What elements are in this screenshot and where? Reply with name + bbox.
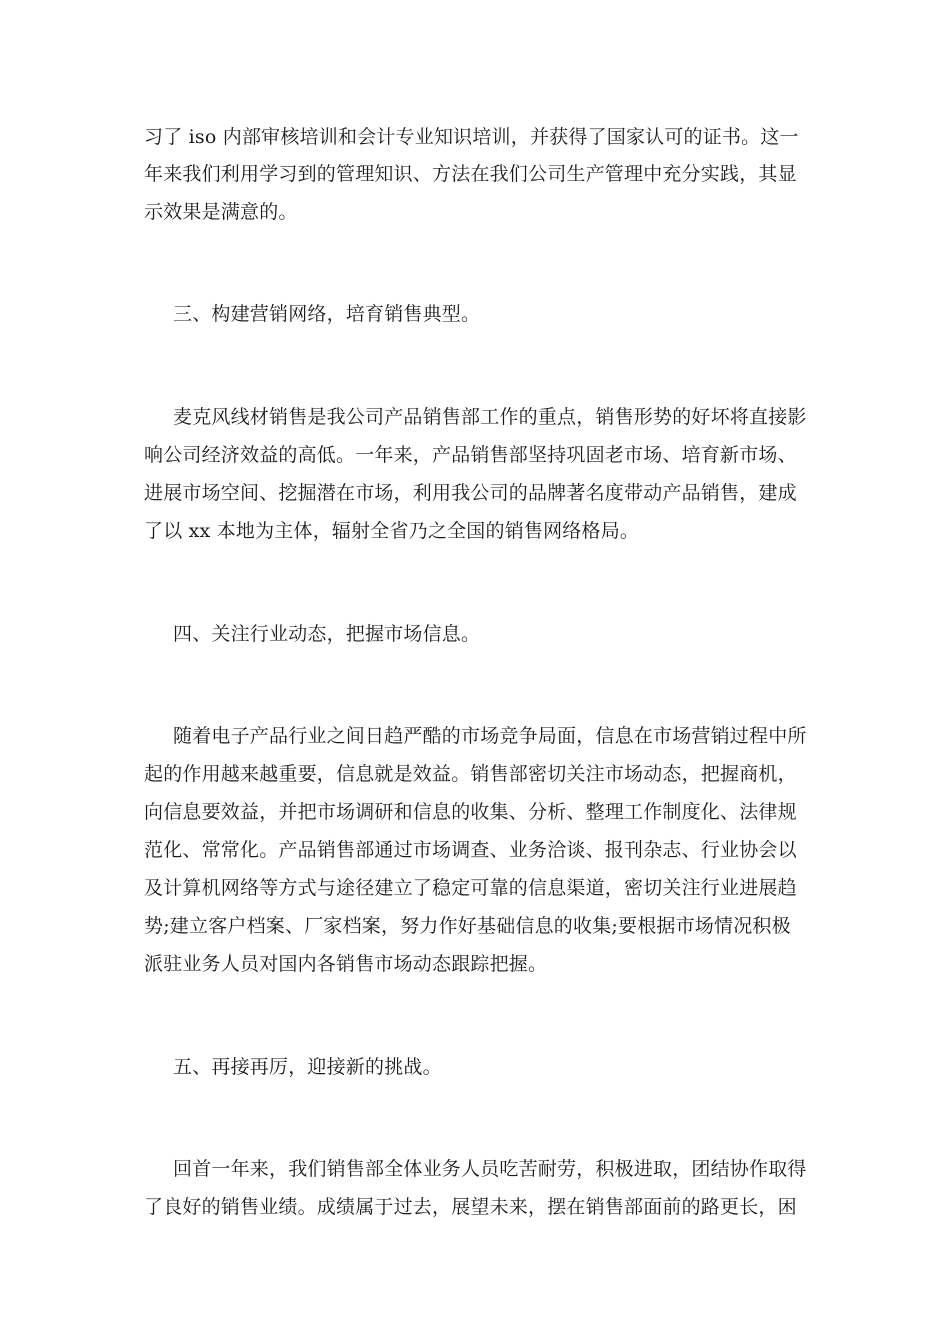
text-line: 了以 xx 本地为主体，辐射全省乃之全国的销售网络格局。 — [144, 520, 640, 542]
text-line: 示效果是满意的。 — [144, 201, 298, 223]
text-line: 及计算机网络等方式与途径建立了稳定可靠的信息渠道，密切关注行业进展趋 — [144, 877, 797, 899]
section-heading-3: 三、构建营销网络，培育销售典型。 — [173, 303, 481, 325]
text-line: 回首一年来，我们销售部全体业务人员吃苦耐劳，积极进取，团结协作取得 — [173, 1158, 807, 1180]
text-line: 进展市场空间、挖掘潜在市场，利用我公司的品牌著名度带动产品销售，建成 — [144, 482, 797, 504]
text-line: 随着电子产品行业之间日趋严酷的市场竞争局面，信息在市场营销过程中所 — [173, 725, 807, 747]
text-line: 范化、常常化。产品销售部通过市场调查、业务洽谈、报刊杂志、行业协会以 — [144, 839, 797, 861]
text-line: 麦克风线材销售是我公司产品销售部工作的重点，销售形势的好坏将直接影 — [173, 406, 807, 428]
text-line: 向信息要效益，并把市场调研和信息的收集、分析、整理工作制度化、法律规 — [144, 801, 797, 823]
text-line: 派驻业务人员对国内各销售市场动态跟踪把握。 — [144, 953, 548, 975]
section-heading-5: 五、再接再厉，迎接新的挑战。 — [173, 1056, 442, 1078]
text-line: 习了 iso 内部审核培训和会计专业知识培训，并获得了国家认可的证书。这一 — [144, 126, 799, 148]
text-line: 了良好的销售业绩。成绩属于过去，展望未来，摆在销售部面前的路更长，困 — [144, 1196, 797, 1218]
text-line: 响公司经济效益的高低。一年来，产品销售部坚持巩固老市场、培育新市场、 — [144, 444, 797, 466]
text-line: 年来我们利用学习到的管理知识、方法在我们公司生产管理中充分实践，其显 — [144, 163, 797, 185]
section-heading-4: 四、关注行业动态，把握市场信息。 — [173, 623, 481, 645]
text-line: 起的作用越来越重要，信息就是效益。销售部密切关注市场动态，把握商机， — [144, 763, 797, 785]
text-line: 势;建立客户档案、厂家档案，努力作好基础信息的收集;要根据市场情况积极 — [144, 915, 791, 937]
